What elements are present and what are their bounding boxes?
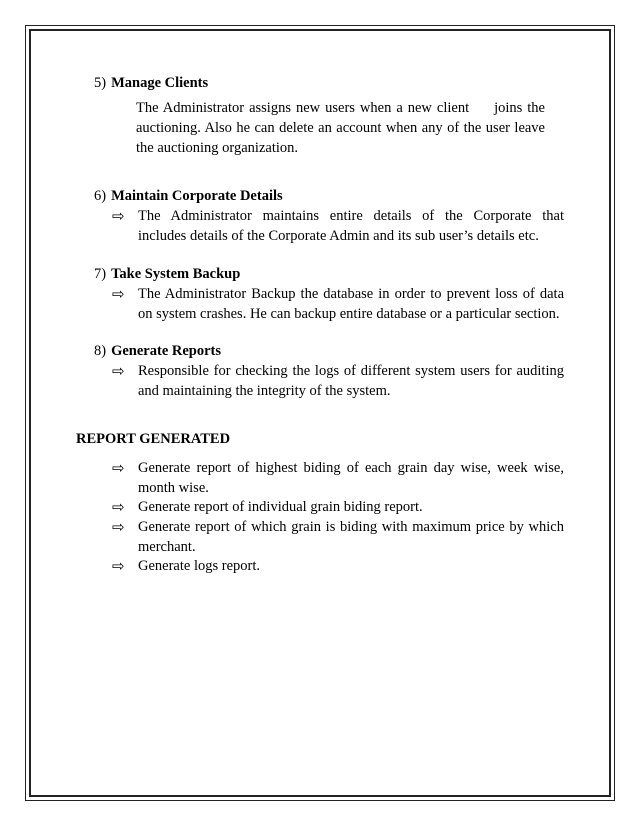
- item-number: 7): [94, 266, 107, 282]
- report-bullet-line: Generate report of highest biding of each grain day wise, week wise,: [138, 460, 564, 476]
- arrow-bullet-icon: ⇨: [112, 518, 125, 536]
- report-bullet-line: Generate report of individual grain biding report.: [138, 499, 423, 515]
- item-text-line: includes details of the Corporate Admin and its sub user’s details etc.: [138, 228, 539, 244]
- report-bullet-line: Generate logs report.: [138, 558, 260, 574]
- item-number: 5): [94, 75, 107, 91]
- arrow-bullet-icon: ⇨: [112, 362, 125, 380]
- report-bullet-line: merchant.: [138, 539, 196, 555]
- item-title: Maintain Corporate Details: [111, 188, 283, 204]
- item-number: 6): [94, 188, 107, 204]
- item-heading-generate-reports: [94, 342, 221, 360]
- item-title: Generate Reports: [111, 343, 222, 359]
- arrow-bullet-icon: ⇨: [112, 459, 125, 477]
- report-bullet-line: month wise.: [138, 480, 209, 496]
- item-heading-manage-clients: [94, 74, 208, 92]
- item-text-line: auctioning. Also he can delete an account when any of the user leave: [136, 120, 545, 136]
- arrow-bullet-icon: ⇨: [112, 207, 125, 225]
- item-heading-maintain-corporate: [94, 187, 283, 205]
- item-title: Manage Clients: [111, 75, 209, 91]
- item-text-line: The Administrator maintains entire details of the Corporate that: [138, 208, 564, 224]
- arrow-bullet-icon: ⇨: [112, 557, 125, 575]
- item-text-line: on system crashes. He can backup entire database or a particular section.: [138, 306, 560, 322]
- item-title: Take System Backup: [111, 266, 241, 282]
- item-text-line: The Administrator assigns new users when a new client joins the: [136, 100, 545, 116]
- item-number: 8): [94, 343, 107, 359]
- report-bullet-line: Generate report of which grain is biding with maximum price by which: [138, 519, 564, 535]
- item-heading-system-backup: [94, 265, 240, 283]
- item-text-line: Responsible for checking the logs of different system users for auditing: [138, 363, 564, 379]
- arrow-bullet-icon: ⇨: [112, 498, 125, 516]
- arrow-bullet-icon: ⇨: [112, 285, 125, 303]
- item-text-line: and maintaining the integrity of the system.: [138, 383, 391, 399]
- item-text-line: The Administrator Backup the database in order to prevent loss of data: [138, 286, 564, 302]
- section-title-report-generated: REPORT GENERATED: [76, 431, 231, 447]
- item-text-line: the auctioning organization.: [136, 140, 299, 156]
